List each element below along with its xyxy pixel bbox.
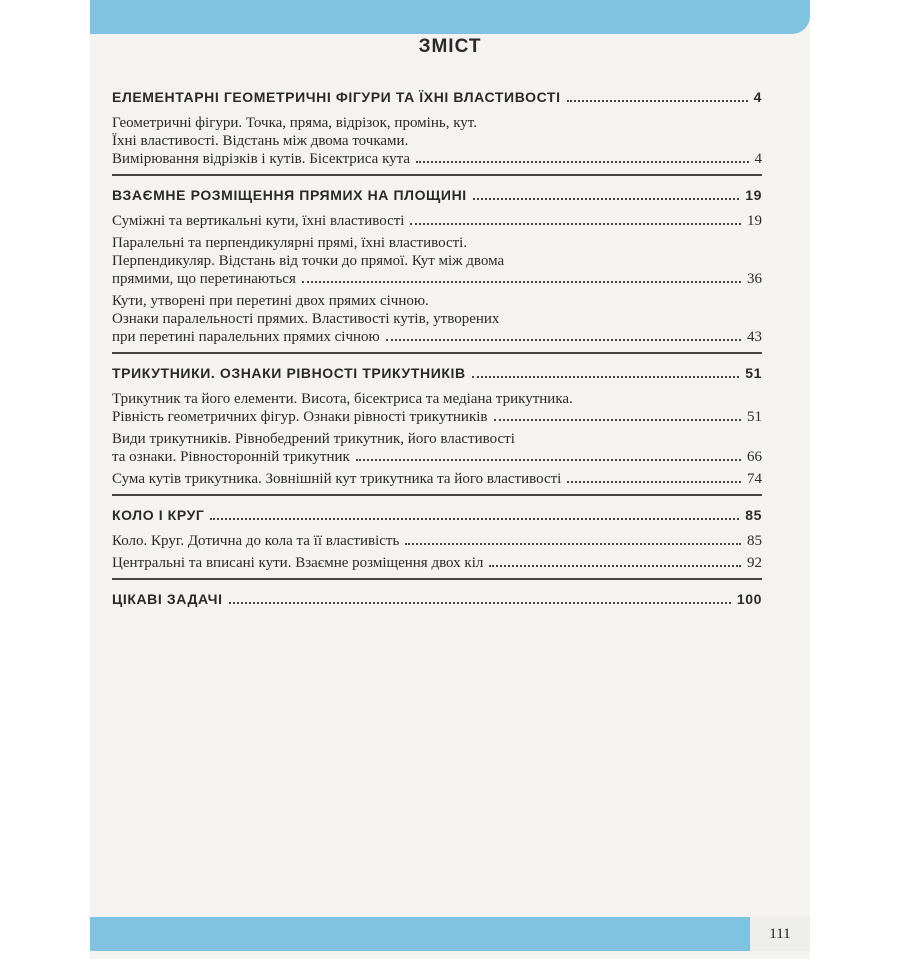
book-page xyxy=(90,0,810,959)
top-color-band xyxy=(90,0,810,34)
toc-section-heading[interactable] xyxy=(112,186,762,204)
entry-page: 66 xyxy=(747,449,762,465)
entry-last-line xyxy=(112,328,762,346)
entry-last-line xyxy=(112,150,762,168)
dot-leader xyxy=(567,100,748,102)
entry-last-line xyxy=(112,554,762,572)
entry-page: 85 xyxy=(747,533,762,549)
section-page: 100 xyxy=(736,591,762,607)
entry-line: Трикутник та його елементи. Висота, бісектриса та медіана трикутника. xyxy=(112,391,573,407)
section-title: КОЛО І КРУГ xyxy=(112,507,205,523)
entry-text: при перетині паралельних прямих січною xyxy=(112,329,380,345)
entry-line: Види трикутників. Рівнобедрений трикутник, його властивості xyxy=(112,431,515,447)
entry-text: прямими, що перетинаються xyxy=(112,271,296,287)
toc-section xyxy=(112,506,762,572)
section-page: 51 xyxy=(745,365,762,381)
entry-text: та ознаки. Рівносторонній трикутник xyxy=(112,449,350,465)
entry-text: Коло. Круг. Дотична до кола та її властивість xyxy=(112,533,400,549)
section-title: ЦІКАВІ ЗАДАЧІ xyxy=(112,591,223,607)
toc-section-heading[interactable] xyxy=(112,590,762,608)
entry-text: Сума кутів трикутника. Зовнішній кут трикутника та його властивості xyxy=(112,471,562,487)
entry-page: 19 xyxy=(747,213,762,229)
entry-text: Вимірювання відрізків і кутів. Бісектриса кута xyxy=(112,151,411,167)
entry-last-line xyxy=(112,212,762,230)
dot-leader xyxy=(210,518,739,520)
entry-page: 4 xyxy=(754,151,762,167)
dot-leader xyxy=(229,602,731,604)
toc-entry[interactable] xyxy=(112,430,762,466)
entry-last-line xyxy=(112,448,762,466)
toc-entry[interactable] xyxy=(112,470,762,488)
section-divider xyxy=(112,494,762,496)
dot-leader xyxy=(416,161,748,163)
toc-section-heading[interactable] xyxy=(112,88,762,106)
toc-entry[interactable] xyxy=(112,532,762,550)
entry-last-line xyxy=(112,270,762,288)
page-title: ЗМІСТ xyxy=(418,36,482,57)
entry-line: Їхні властивості. Відстань між двома точками. xyxy=(112,133,409,149)
section-page: 4 xyxy=(753,89,762,105)
toc-entry[interactable] xyxy=(112,292,762,346)
section-divider xyxy=(112,352,762,354)
entry-line: Перпендикуляр. Відстань від точки до прямої. Кут між двома xyxy=(112,253,505,269)
entry-line: Ознаки паралельності прямих. Властивості кутів, утворених xyxy=(112,311,500,327)
toc-section xyxy=(112,88,762,168)
bottom-color-band xyxy=(90,917,750,951)
dot-leader xyxy=(489,565,741,567)
toc-section xyxy=(112,186,762,346)
entry-page: 36 xyxy=(747,271,762,287)
dot-leader xyxy=(473,198,739,200)
entry-last-line xyxy=(112,470,762,488)
entry-text: Рівність геометричних фігур. Ознаки рівності трикутників xyxy=(112,409,488,425)
entry-page: 51 xyxy=(747,409,762,425)
table-of-contents xyxy=(112,88,762,616)
toc-section-heading[interactable] xyxy=(112,506,762,524)
dot-leader xyxy=(472,376,740,378)
toc-section xyxy=(112,590,762,608)
section-title: ВЗАЄМНЕ РОЗМІЩЕННЯ ПРЯМИХ НА ПЛОЩИНІ xyxy=(112,187,467,203)
toc-entry[interactable] xyxy=(112,212,762,230)
toc-entry[interactable] xyxy=(112,554,762,572)
dot-leader xyxy=(494,419,742,421)
toc-section-heading[interactable] xyxy=(112,364,762,382)
dot-leader xyxy=(405,543,741,545)
dot-leader xyxy=(302,281,741,283)
section-divider xyxy=(112,578,762,580)
entry-line: Кути, утворені при перетині двох прямих січною. xyxy=(112,293,429,309)
dot-leader xyxy=(356,459,741,461)
entry-last-line xyxy=(112,532,762,550)
dot-leader xyxy=(410,223,741,225)
entry-text: Центральні та вписані кути. Взаємне розміщення двох кіл xyxy=(112,555,484,571)
entry-line: Геометричні фігури. Точка, пряма, відрізок, промінь, кут. xyxy=(112,115,477,131)
entry-line: Паралельні та перпендикулярні прямі, їхні властивості. xyxy=(112,235,468,251)
entry-text: Суміжні та вертикальні кути, їхні властивості xyxy=(112,213,405,229)
toc-entry[interactable] xyxy=(112,114,762,168)
toc-section xyxy=(112,364,762,488)
section-title: ТРИКУТНИКИ. ОЗНАКИ РІВНОСТІ ТРИКУТНИКІВ xyxy=(112,365,466,381)
section-page: 85 xyxy=(745,507,762,523)
entry-page: 92 xyxy=(747,555,762,571)
entry-last-line xyxy=(112,408,762,426)
toc-entry[interactable] xyxy=(112,234,762,288)
section-divider xyxy=(112,174,762,176)
section-title: ЕЛЕМЕНТАРНІ ГЕОМЕТРИЧНІ ФІГУРИ ТА ЇХНІ ВЛАСТИВОСТІ xyxy=(112,89,561,105)
dot-leader xyxy=(386,339,741,341)
section-page: 19 xyxy=(745,187,762,203)
toc-entry[interactable] xyxy=(112,390,762,426)
entry-page: 43 xyxy=(747,329,762,345)
entry-page: 74 xyxy=(747,471,762,487)
page-number: 111 xyxy=(750,917,810,951)
dot-leader xyxy=(567,481,741,483)
